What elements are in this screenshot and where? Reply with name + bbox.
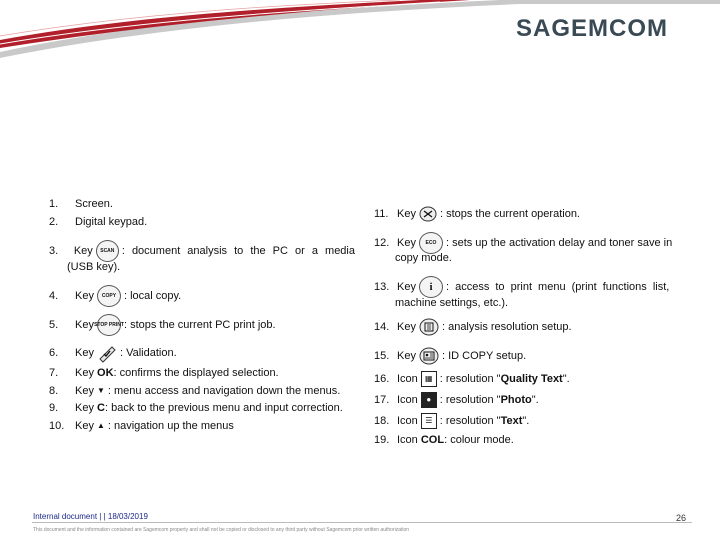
list-item: 1. Screen.	[49, 198, 113, 210]
list-item: 18. Icon ☰ : resolution " Text ".	[374, 415, 530, 427]
page-number: 26	[676, 513, 687, 523]
sagemcom-logo: SAGEMCOM	[516, 15, 668, 42]
list-item: 13. Key i : access to print menu (print functions list,	[374, 276, 684, 298]
photo-icon: ●	[421, 392, 437, 408]
list-item: 12. Key ECO : sets up the activation delay and toner save in	[374, 232, 684, 254]
list-item: 6. Key : Validation.	[49, 343, 177, 363]
copy-key-icon: COPY	[97, 285, 121, 307]
list-item: 11. Key : stops the current operation.	[374, 205, 580, 223]
stop-print-key-icon: STOP PRINT	[97, 314, 121, 336]
list-item: 16. Icon ▦ : resolution " Quality Text ".	[374, 373, 570, 385]
resolution-key-icon	[418, 318, 440, 336]
list-item-continuation: (USB key).	[67, 261, 121, 273]
confidentiality-notice: This document and the information contained are Sagemcom property and shall not be copied or disclosed to any third party without Sagemcom prior written authorization	[33, 527, 410, 533]
down-arrow-icon: ▼	[96, 386, 105, 395]
text-icon: ☰	[421, 413, 437, 429]
list-item: 3. Key SCAN : document analysis to the PC or a media	[49, 240, 355, 262]
list-item: 15. Key : ID COPY setup.	[374, 347, 526, 365]
list-item-continuation: machine settings, etc.).	[395, 297, 509, 309]
up-arrow-icon: ▲	[96, 421, 105, 430]
scan-key-icon: SCAN	[96, 240, 119, 262]
list-item: 8. Key ▼ : menu access and navigation down the menus.	[49, 385, 341, 397]
list-item: 10. Key ▲ : navigation up the menus	[49, 420, 234, 432]
list-item: 9. Key C : back to the previous menu and input correction.	[49, 402, 343, 414]
list-item: 14. Key : analysis resolution setup.	[374, 318, 572, 336]
list-item: 5. Key STOP PRINT : stops the current PC print job.	[49, 314, 276, 336]
quality-text-icon: ▦	[421, 371, 437, 387]
id-copy-key-icon	[418, 347, 440, 365]
list-item: 4. Key COPY : local copy.	[49, 285, 181, 307]
stop-key-icon	[418, 205, 438, 223]
eco-key-icon: ECO	[419, 232, 443, 254]
list-item-continuation: copy mode.	[395, 252, 452, 264]
list-item: 2. Digital keypad.	[49, 216, 148, 228]
list-item: 7. Key OK : confirms the displayed selection.	[49, 367, 279, 379]
footer-divider	[32, 522, 692, 523]
info-key-icon: i	[419, 276, 443, 298]
validation-key-icon	[96, 343, 118, 363]
list-item: 17. Icon ● : resolution " Photo ".	[374, 394, 539, 406]
list-item: 19. Icon COL : colour mode.	[374, 434, 514, 446]
footer-label: Internal document | | 18/03/2019	[33, 512, 148, 521]
